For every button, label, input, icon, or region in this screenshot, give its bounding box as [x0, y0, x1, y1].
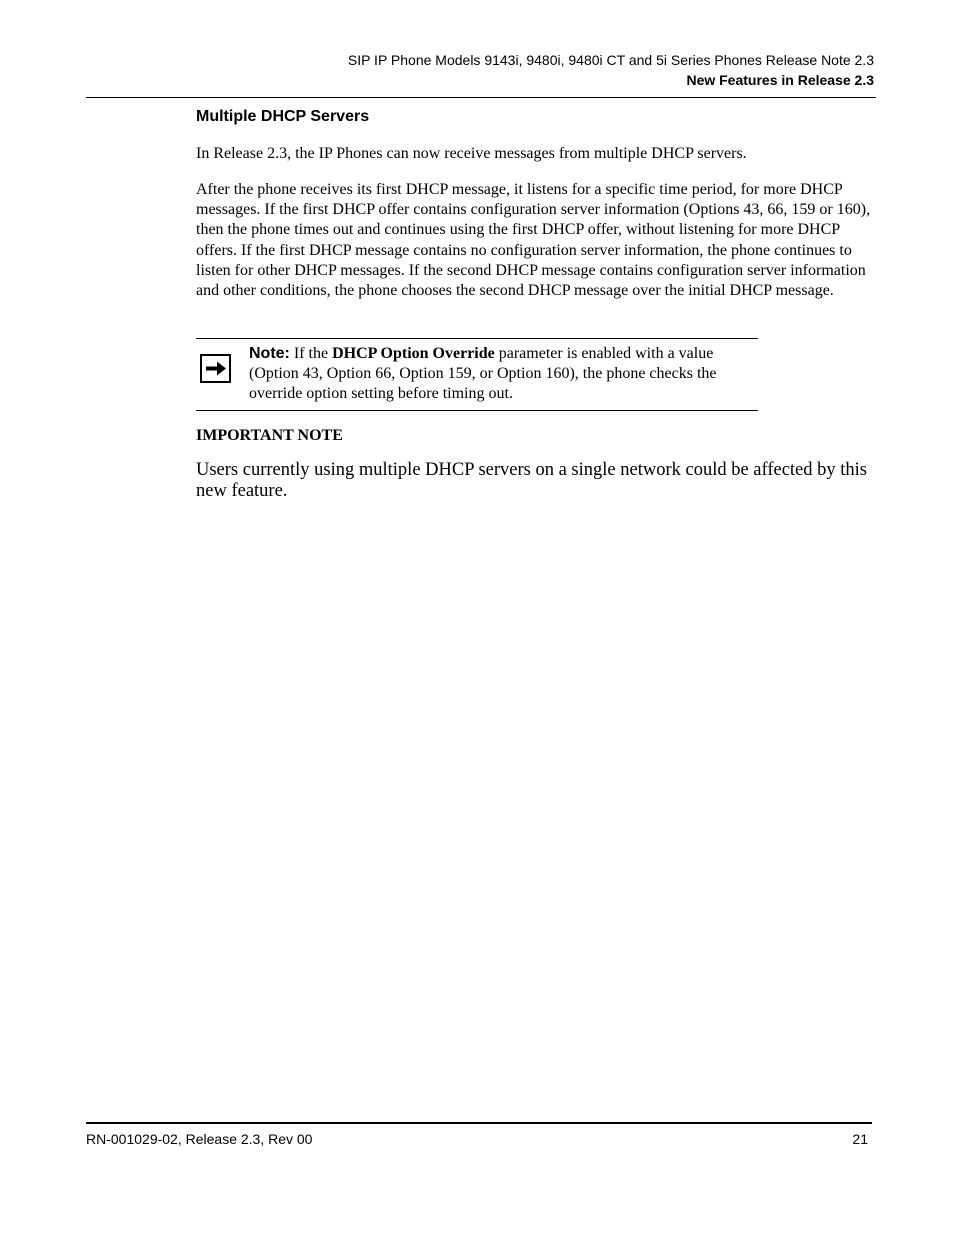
footer-divider [86, 1122, 872, 1124]
header-doc-title: SIP IP Phone Models 9143i, 9480i, 9480i CT and 5i Series Phones Release Note 2.3 [347, 52, 874, 68]
note-top-divider [196, 338, 758, 339]
section-title: Multiple DHCP Servers [196, 108, 370, 125]
footer-doc-id: RN-001029-02, Release 2.3, Rev 00 [86, 1131, 313, 1147]
important-title: IMPORTANT NOTE [196, 427, 343, 444]
note-bottom-divider [196, 410, 758, 411]
note-parameter: DHCP Option Override [332, 345, 495, 362]
note-text-before: If the [289, 345, 333, 362]
body-paragraph: After the phone receives its first DHCP message, it listens for a specific time period, for more DHCP messages. If the first DHCP offer contains configuration server information (Options 43, 66, 159 or 160), then the phone times out and continues using the first DHCP offer, without listening for more DHCP offers. If the first DHCP message contains no configuration server information, the phone continues to listen for other DHCP messages. If the second DHCP message contains configuration server information and other conditions, the phone chooses the second DHCP message over the initial DHCP message. [196, 181, 871, 300]
note-text [249, 344, 757, 404]
page-number: 21 [852, 1131, 868, 1147]
note-label: Note: [249, 345, 290, 362]
arrow-right-icon [200, 354, 231, 383]
intro-paragraph: In Release 2.3, the IP Phones can now receive messages from multiple DHCP servers. [196, 145, 747, 162]
header-chapter-title: New Features in Release 2.3 [686, 72, 874, 88]
note-text-after: parameter is enabled with a value (Option 43, Option 66, Option 159, or Option 160), the phone checks the override option setting before timing out. [249, 345, 717, 402]
header-divider [86, 97, 876, 98]
important-text: Users currently using multiple DHCP servers on a single network could be affected by this new feature. [196, 460, 867, 501]
arrow-right-glyph [205, 361, 227, 376]
